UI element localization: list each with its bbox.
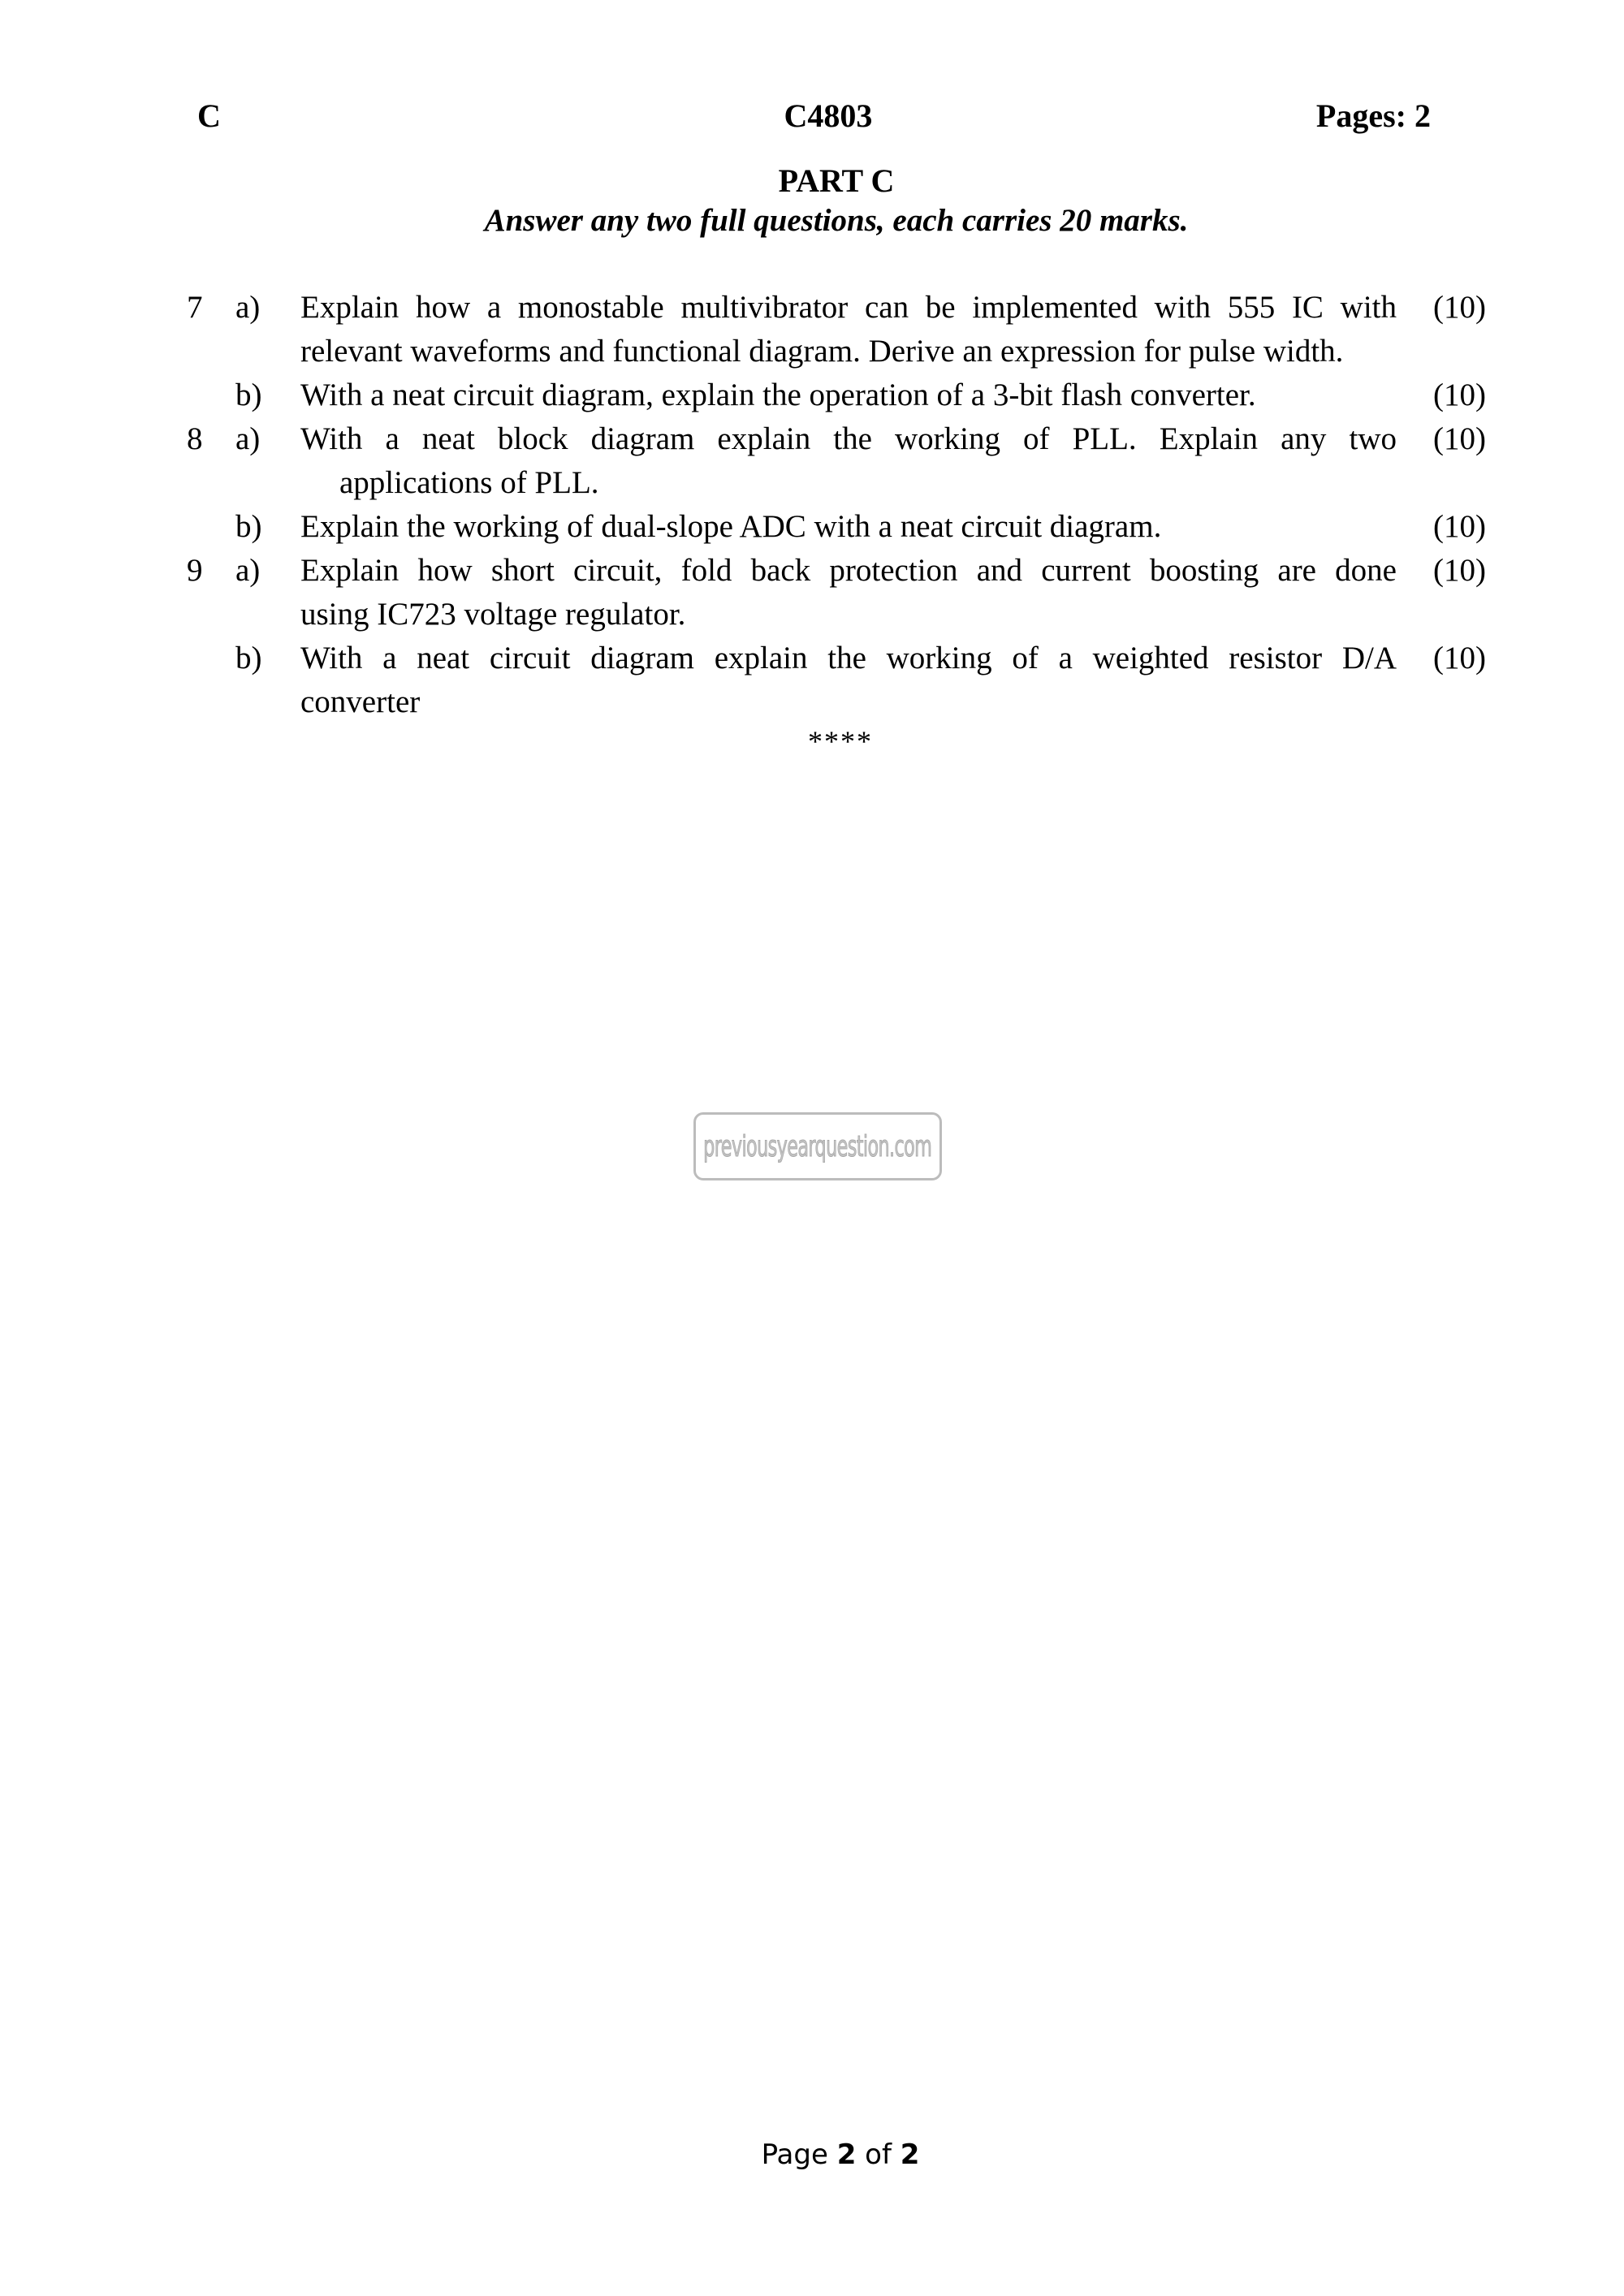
question-text-line: With a neat circuit diagram, explain the operation of a 3-bit flash converter. bbox=[300, 378, 1256, 412]
question-number: 9 bbox=[187, 553, 203, 588]
part-title: PART C bbox=[778, 162, 895, 199]
footer-total-pages: 2 bbox=[900, 2138, 920, 2171]
footer-prefix: Page bbox=[761, 2138, 837, 2171]
question-7b bbox=[187, 373, 1486, 417]
question-text-line: Explain how a monostable multivibrator can be implemented with 555 IC with bbox=[300, 290, 1397, 325]
question-part: a) bbox=[235, 421, 261, 456]
end-marker: **** bbox=[808, 725, 873, 757]
question-marks: (10) bbox=[1433, 509, 1486, 544]
question-9b bbox=[187, 637, 1486, 724]
question-list bbox=[187, 286, 1486, 724]
question-8a bbox=[187, 417, 1486, 505]
page-footer bbox=[0, 2137, 1624, 2173]
footer-middle: of bbox=[856, 2138, 901, 2171]
question-text-line: applications of PLL. bbox=[339, 465, 599, 500]
question-text bbox=[300, 417, 1397, 505]
question-marks: (10) bbox=[1433, 553, 1486, 588]
question-part: b) bbox=[235, 641, 262, 675]
question-part: b) bbox=[235, 378, 262, 412]
question-text bbox=[300, 373, 1397, 417]
question-text-line: Explain the working of dual-slope ADC with a neat circuit diagram. bbox=[300, 509, 1162, 544]
question-text bbox=[300, 286, 1397, 373]
question-text-line: converter bbox=[300, 684, 421, 719]
question-part: a) bbox=[235, 553, 261, 588]
question-number: 7 bbox=[187, 290, 203, 325]
footer-current-page: 2 bbox=[836, 2138, 857, 2171]
question-part: b) bbox=[235, 509, 262, 544]
question-marks: (10) bbox=[1433, 378, 1486, 412]
question-7a bbox=[187, 286, 1486, 373]
watermark-text: previousyearquestion.com bbox=[703, 1129, 932, 1163]
question-text-line: With a neat block diagram explain the working of PLL. Explain any two bbox=[300, 421, 1397, 456]
question-marks: (10) bbox=[1433, 290, 1486, 325]
part-instruction: Answer any two full questions, each carries 20 marks. bbox=[484, 203, 1189, 238]
question-text bbox=[300, 549, 1397, 637]
question-text-line: With a neat circuit diagram explain the working of a weighted resistor D/A bbox=[300, 641, 1397, 675]
question-marks: (10) bbox=[1433, 641, 1486, 675]
question-text bbox=[300, 637, 1397, 724]
question-marks: (10) bbox=[1433, 421, 1486, 456]
question-text-line: using IC723 voltage regulator. bbox=[300, 597, 686, 632]
page-count: Pages: 2 bbox=[1315, 97, 1431, 134]
question-text bbox=[300, 505, 1397, 549]
watermark-logo bbox=[693, 1112, 942, 1180]
question-text-line: Explain how short circuit, fold back protection and current boosting are done bbox=[300, 553, 1397, 588]
question-number: 8 bbox=[187, 421, 203, 456]
question-text-line: relevant waveforms and functional diagram. Derive an expression for pulse width. bbox=[300, 334, 1344, 369]
paper-code: C4803 bbox=[784, 97, 873, 134]
question-9a bbox=[187, 549, 1486, 637]
question-set-label: C bbox=[197, 97, 221, 134]
question-8b bbox=[187, 505, 1486, 549]
question-part: a) bbox=[235, 290, 261, 325]
